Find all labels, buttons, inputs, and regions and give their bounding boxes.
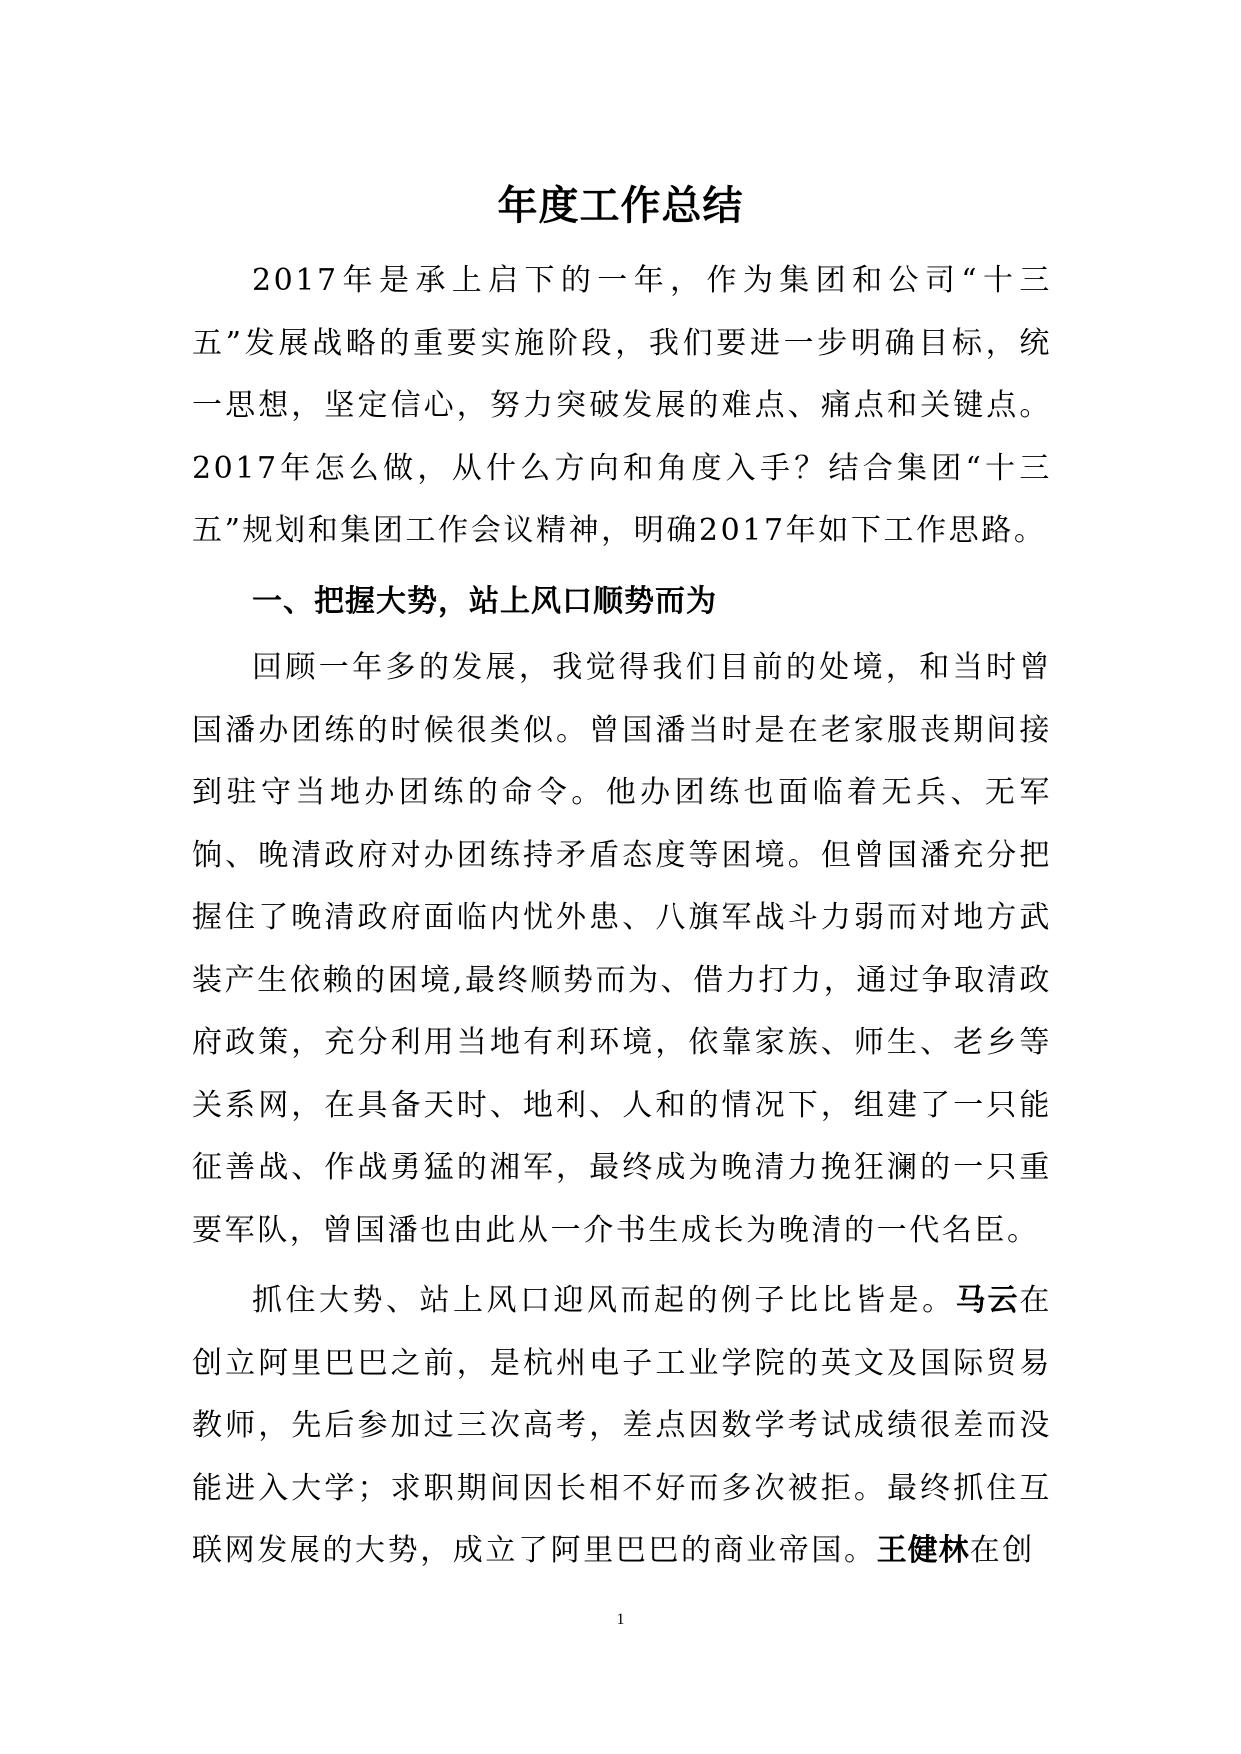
bold-name-wang-jianlin: 王健林	[876, 1533, 970, 1568]
paragraph-text-part-1: 抓住大势、站上风口迎风而起的例子比比皆是。	[252, 1283, 956, 1318]
paragraph-text-part-2: 在创立阿里巴巴之前，是杭州电子工业学院的英文及国际贸易教师，先后参加过三次高考，差点因数学考试成绩很差而没能进入大学；求职期间因长相不好而多次被拒。最终抓住互联网发展的大势，成立了阿里巴巴的商业帝国。	[192, 1283, 1052, 1568]
section-heading: 一、把握大势，站上风口顺势而为	[252, 583, 717, 619]
intro-paragraph: 2017年是承上启下的一年，作为集团和公司“十三五”发展战略的重要实施阶段，我们要进一步明确目标，统一思想，坚定信心，努力突破发展的难点、痛点和关键点。2017年怎么做，从什么方向和角度入手？结合集团“十三五”规划和集团工作会议精神，明确2017年如下工作思路。	[192, 263, 1052, 548]
section-paragraph-1: 回顾一年多的发展，我觉得我们目前的处境，和当时曾国潘办团练的时候很类似。曾国潘当时是在老家服丧期间接到驻守当地办团练的命令。他办团练也面临着无兵、无军饷、晚清政府对办团练持矛盾态度等困境。但曾国潘充分把握住了晚清政府面临内忧外患、八旗军战斗力弱而对地方武装产生依赖的困境,最终顺势而为、借力打力，通过争取清政府政策，充分利用当地有利环境，依靠家族、师生、老乡等关系网，在具备天时、地利、人和的情况下，组建了一只能征善战、作战勇猛的湘军，最终成为晚清力挽狂澜的一只重要军队，曾国潘也由此从一介书生成长为晚清的一代名臣。	[192, 650, 1052, 1248]
bold-name-ma-yun: 马云	[955, 1283, 1020, 1318]
page-number: 1	[616, 1611, 625, 1628]
paragraph-text-part-3: 在创	[969, 1533, 1035, 1568]
section-paragraph-2	[192, 1270, 1052, 1583]
document-body	[192, 250, 1052, 1583]
document-title: 年度工作总结	[497, 183, 744, 229]
